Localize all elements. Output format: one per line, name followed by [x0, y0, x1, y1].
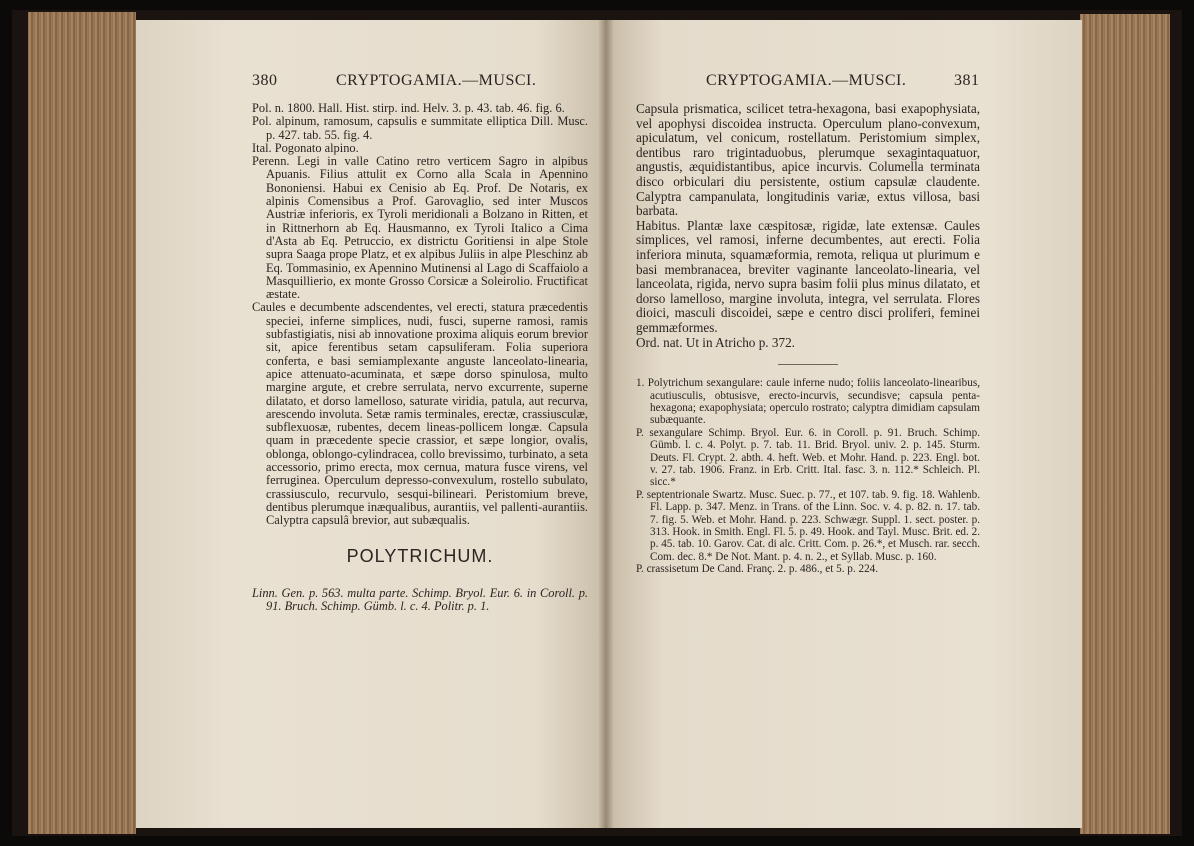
left-page-body	[252, 102, 588, 613]
book-gutter	[598, 20, 614, 828]
left-running-title: CRYPTOGAMIA.—MUSCI.	[336, 72, 537, 89]
left-paragraph: Perenn. Legi in valle Catino retro verticem Sagro in alpibus Apuanis. Filius attulit ex Corno alla Scala in Apennino Bononiensi. Habui ex Cenisio ab Eq. Prof. De Notaris, ex alpinis Comensibus a Prof. Garovaglio, sed inter Muscos Austriæ inferioris, ex Tyroli meridionali a Bolzano in Ritten, et in Rittnerhorn ab Eq. Hausmanno, ex Tyroli Italico a Cima d'Asta ab Eq. Petruccio, ex districtu Goritiensi in alpe Stole supra Saaga prope Platz, et ex alpibus Juliis in alpe Pleschinz ab Eq. Tommasinio, ex Apennino Mutinensi al Lago di Scaffaiolo a Masquillierio, ex monte Grosso Corsicæ a Soleirolio. Fructificat æstate.	[252, 154, 588, 302]
synonym-entry: P. crassisetum De Cand. Franç. 2. p. 486., et 5. p. 224.	[636, 563, 879, 576]
species-diagnosis: 1. Polytrichum sexangulare: caule inferne nudo; foliis lanceolato-linearibus, acutiusculis, obtusisve, erecto-incurvis, secundisve; capsula penta-hexagona; exapophysiata; operculo rostrato; calyptra dimidiam capsulam subæquante.	[636, 377, 980, 427]
right-page	[606, 20, 1082, 828]
genus-reference: Linn. Gen. p. 563. multa parte. Schimp. Bryol. Eur. 6. in Coroll. p. 91. Bruch. Schimp. Gümb. l. c. 4. Politr. p. 1.	[252, 585, 588, 614]
left-page-edges	[28, 12, 136, 834]
right-paragraph: Capsula prismatica, scilicet tetra-hexagona, basi exapophysiata, vel apophysi discoidea instructa. Operculum plano-convexum, apiculatum, vel conicum, rostellatum. Peristomium simplex, dentibus raro trigintaduobus, plerumque sexagintaquatuor, angustis, æquidistantibus, apice incurvis. Columella terminata disco orbiculari diu persistente, ostium capsulæ claudente. Calyptra campanulata, longitudinis variæ, extus villosa, basi barbata.	[636, 101, 980, 219]
right-paragraph: Habitus. Plantæ laxe cæspitosæ, rigidæ, late extensæ. Caules simplices, vel ramosi, inferne decumbentes, aut erecti. Folia inferiora minuta, squamæformia, remota, reliqua ut plurimum e basi membranacea, breviter vaginante lanceolato-linearia, vel lanceolata, rigida, nervo supra basim folii plus minus dilatato, et dorso lamelloso, margine involuta, integra, vel serrulata. Flores dioici, masculi discoidei, sæpe e centro disci proliferi, feminei gemmæformes.	[636, 217, 980, 335]
left-page-number: 380	[252, 72, 278, 89]
left-paragraph: Ital. Pogonato alpino.	[252, 140, 359, 155]
synonym-entry: P. septentrionale Swartz. Musc. Suec. p. 77., et 107. tab. 9. fig. 18. Wahlenb. Fl. Lapp. p. 347. Menz. in Trans. of the Linn. Soc. v. 4. p. 82. n. 17. tab. 7. fig. 5. Web. et Mohr. Hand. p. 223. Schwægr. Suppl. 1. sect. poster. p. 313. Hook. in Smith. Engl. Fl. 5. p. 49. Hook. and Tayl. Musc. Brit. ed. 2. p. 45. tab. 10. Garov. Cat. di alc. Critt. Com. p. 26.*, et Musch. rar. secch. Com. dec. 8.* De Not. Mant. p. 4. n. 2., et Syllab. Musc. p. 160.	[636, 488, 980, 563]
left-page	[136, 20, 606, 828]
left-paragraph: Pol. n. 1800. Hall. Hist. stirp. ind. Helv. 3. p. 43. tab. 46. fig. 6.	[252, 101, 565, 115]
left-paragraph: Caules e decumbente adscendentes, vel erecti, statura præcedentis speciei, inferne simplices, nudi, fusci, superne ramosi, ramis subfastigiatis, nisi ab innovatione proxima aliquis eorum brevior sit, apice ferentibus setam capsuliferam. Folia superiora conferta, e basi semiamplexante anguste lanceolato-linearia, apice attenuato-acuminata, et sæpe dorso spinulosa, multo margine argute, et crebre serrulata, nervo excurrente, superne dilatato, et dorso lamelloso, saturate viridia, patula, aut recurva, arescendo involuta. Setæ ramis terminales, erectæ, crassiusculæ, subflexuosæ, rubentes, decem lineas-pollicem longæ. Capsula quam in præcedente specie crassior, et sæpe longior, ovalis, oblonga, oblongo-cylindracea, collo brevissimo, turbinato, a seta accessorio, primo erecta, mox cernua, matura fusce virens, vel ferruginea. Operculum depresso-convexulum, rostello subulato, crassiusculo, recurvulo, sesqui-bilineari. Peristomium breve, dentibus plerumque inæqualibus, aurantiis, vel pallenti-aurantiis. Calyptra capsulâ brevior, aut subæqualis.	[252, 300, 588, 528]
genus-heading: POLYTRICHUM.	[346, 545, 494, 566]
synonym-entry: P. sexangulare Schimp. Bryol. Eur. 6. in Coroll. p. 91. Bruch. Schimp. Gümb. l. c. 4. Polyt. p. 7. tab. 11. Brid. Bryol. univ. 2. p. 145. Sturm. Deuts. Fl. Crypt. 2. abth. 4. heft. Web. et Mohr. Hand. p. 223. Engl. bot. v. 27. tab. 1906. Franz. in Erb. Critt. Ital. fasc. 3. n. 112.* Schleich. Pl. sicc.*	[636, 426, 980, 489]
right-page-edges	[1080, 14, 1170, 834]
right-running-title: CRYPTOGAMIA.—MUSCI.	[706, 72, 907, 89]
left-paragraph: Pol. alpinum, ramosum, capsulis e summitate elliptica Dill. Musc. p. 427. tab. 55. fig. 4.	[252, 114, 588, 142]
section-divider	[778, 364, 838, 365]
right-page-number: 381	[954, 72, 980, 89]
right-paragraph: Ord. nat. Ut in Atricho p. 372.	[636, 334, 795, 350]
right-page-body	[636, 102, 980, 576]
